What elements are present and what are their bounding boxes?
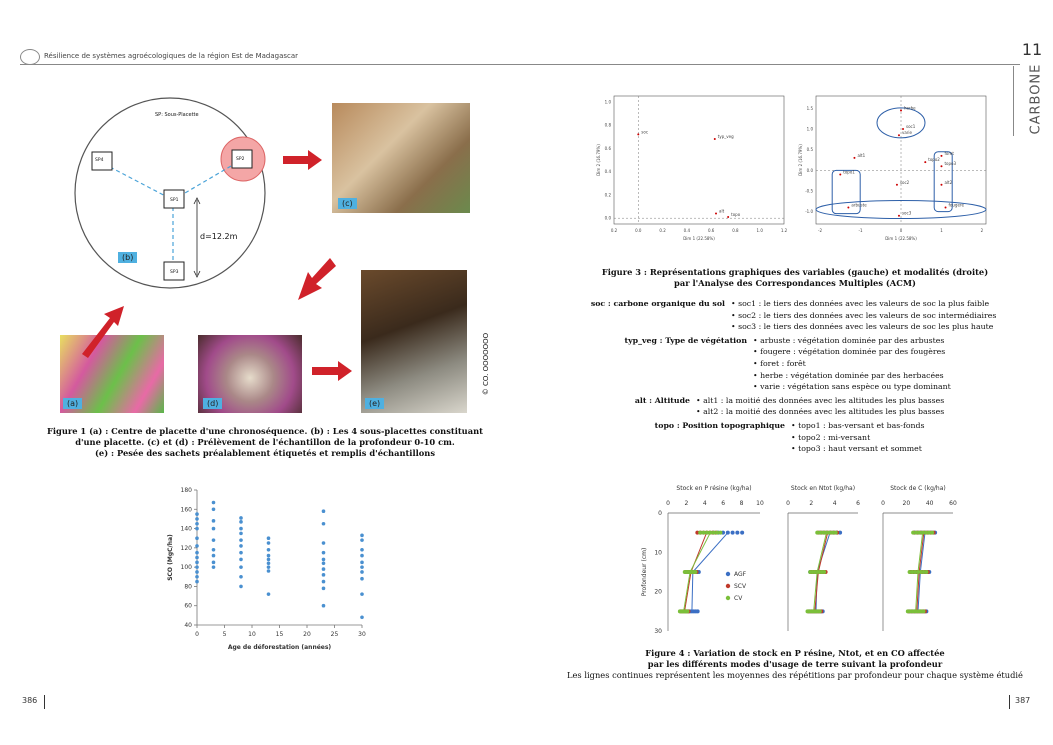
plot-frame xyxy=(614,96,784,224)
definition-term: topo : Position topographique xyxy=(654,420,785,430)
y-axis-label: Profondeur (cm) xyxy=(641,547,648,597)
caption-line: par l'Analyse des Correspondances Multiples (ACM) xyxy=(674,278,916,288)
y-tick-label: 0.5 xyxy=(806,147,813,153)
data-point xyxy=(731,531,735,535)
y-tick-label: 1.0 xyxy=(806,126,813,132)
caption-note: Les lignes continues représentent les moyennes des répétitions par profondeur pour chaque système étudié xyxy=(567,670,1023,680)
definition-item: • alt1 : la moitié des données avec les altitudes les plus basses xyxy=(696,395,945,405)
acm-point-label: alt xyxy=(719,208,725,214)
data-point xyxy=(195,551,199,555)
acm-point-label: typ_veg xyxy=(717,134,734,140)
data-point xyxy=(360,538,364,542)
definition-block xyxy=(575,420,996,455)
y-tick-label: 20 xyxy=(654,588,662,596)
y-tick-label: 180 xyxy=(180,487,192,494)
subplot-label: SP4 xyxy=(95,158,104,163)
data-point xyxy=(726,531,730,535)
acm-point-label: topo1 xyxy=(843,169,855,175)
acm-point xyxy=(714,138,716,140)
definition-items xyxy=(791,420,925,455)
y-tick-label: 120 xyxy=(180,544,192,552)
x-tick-label: 20 xyxy=(303,631,311,638)
data-point xyxy=(212,538,216,542)
x-tick-label: 30 xyxy=(358,631,366,638)
acm-point xyxy=(940,184,942,186)
data-point xyxy=(735,531,739,535)
data-point xyxy=(239,538,243,542)
definition-item: • soc2 : le tiers des données avec les valeurs de soc intermédiaires xyxy=(731,310,997,320)
x-tick-label: 0 xyxy=(786,500,790,507)
definition-item: • varie : végétation sans espèce ou type dominant xyxy=(753,382,951,392)
legend-marker xyxy=(726,584,730,588)
figure3-caption xyxy=(565,267,1025,289)
caption-line: Figure 3 : Représentations graphiques des variables (gauche) et modalités (droite) xyxy=(601,267,989,277)
data-point xyxy=(922,609,926,613)
flow-arrows xyxy=(0,0,520,420)
page-number-left: 386 xyxy=(22,696,38,705)
acm-point xyxy=(940,165,942,167)
data-point xyxy=(267,569,271,573)
data-point xyxy=(195,522,199,526)
data-point xyxy=(322,541,326,545)
data-point xyxy=(322,567,326,571)
definition-item: • topo1 : bas-versant et bas-fonds xyxy=(791,420,925,430)
data-point xyxy=(212,548,216,552)
acm-point-label: topo xyxy=(731,212,741,218)
data-point xyxy=(360,548,364,552)
x-axis-label: Dim 1 (22.58%) xyxy=(885,236,917,241)
acm-point-label: soc xyxy=(641,129,649,135)
data-point xyxy=(924,570,928,574)
data-point xyxy=(322,587,326,591)
definition-item: • arbuste : végétation dominée par des arbustes xyxy=(753,335,945,345)
acm-point xyxy=(900,109,902,111)
data-point xyxy=(195,512,199,516)
data-point xyxy=(322,580,326,584)
page-number-rule xyxy=(1009,695,1010,709)
definition-item: • soc3 : le tiers des données avec les valeurs de soc les plus haute xyxy=(731,322,994,332)
y-axis-label: Dim 2 (16.79%) xyxy=(798,144,803,176)
y-tick-label: 1.5 xyxy=(806,105,813,111)
data-point xyxy=(195,556,199,560)
data-point xyxy=(195,575,199,579)
caption-line: (e) : Pesée des sachets préalablement étiquetés et remplis d'échantillons xyxy=(95,448,435,458)
x-tick-label: 0.2 xyxy=(610,228,618,233)
figure-tag: (e) xyxy=(365,398,384,409)
x-tick-label: 2 xyxy=(809,500,814,507)
data-point xyxy=(212,565,216,569)
x-tick-label: 25 xyxy=(330,631,339,638)
running-header: Résilience de systèmes agroécologiques de la région Est de Madagascar xyxy=(44,52,299,60)
data-point xyxy=(322,522,326,526)
chapter-number: 11 xyxy=(1021,40,1043,59)
y-tick-label: 10 xyxy=(654,549,662,557)
subplot-label: SP2 xyxy=(236,157,245,162)
definition-item: • topo3 : haut versant et sommet xyxy=(791,444,922,454)
data-point xyxy=(195,517,199,521)
data-point xyxy=(239,585,243,589)
data-point xyxy=(834,531,838,535)
acm-point-label: alt1 xyxy=(857,152,866,158)
data-point xyxy=(212,507,216,511)
legend-label: CV xyxy=(734,595,743,602)
x-tick-label: 1.0 xyxy=(756,228,763,233)
stock-profile-charts xyxy=(628,478,1013,638)
data-point xyxy=(212,519,216,523)
x-tick-label: 6 xyxy=(721,500,726,507)
y-tick-label: 80 xyxy=(184,583,192,591)
chart-title: Stock de C (kg/ha) xyxy=(890,485,946,492)
y-tick-label: 0.6 xyxy=(604,145,611,151)
x-tick-label: 6 xyxy=(856,500,860,507)
page-number-rule xyxy=(44,695,45,709)
y-tick-label: -0.5 xyxy=(805,188,813,194)
chapter-name: CARBONE xyxy=(1028,63,1044,135)
acm-point-label: varie xyxy=(901,130,913,136)
y-tick-label: 60 xyxy=(184,602,192,610)
caption-line: Figure 4 : Variation de stock en P résine, Ntot, et en CO affectée xyxy=(645,648,945,658)
data-point xyxy=(822,570,826,574)
definition-item: • topo2 : mi-versant xyxy=(791,432,871,442)
y-tick-label: 0.4 xyxy=(604,169,611,175)
data-point xyxy=(685,609,689,613)
data-point xyxy=(322,573,326,577)
acm-point-label: soc1 xyxy=(906,124,916,130)
x-tick-label: 2 xyxy=(980,228,984,233)
definition-term: soc : carbone organique du sol xyxy=(590,299,725,308)
data-point xyxy=(360,565,364,569)
x-tick-label: 10 xyxy=(756,500,764,507)
sco-scatter-chart xyxy=(155,482,380,662)
x-tick-label: 0 xyxy=(666,500,670,507)
data-point xyxy=(239,520,243,524)
chart-title: Stock en P résine (kg/ha) xyxy=(676,485,752,492)
data-point xyxy=(693,570,697,574)
x-tick-label: 0 xyxy=(195,631,199,638)
data-point xyxy=(322,604,326,608)
data-point xyxy=(322,561,326,565)
figure4-caption xyxy=(565,648,1025,681)
y-tick-label: 0 xyxy=(658,510,662,517)
x-tick-label: 8 xyxy=(739,500,744,507)
data-point xyxy=(360,554,364,558)
chart-title: Stock en Ntot (kg/ha) xyxy=(790,485,856,492)
data-point xyxy=(239,558,243,562)
x-tick-label: 1.2 xyxy=(780,228,788,233)
definition-item: • alt2 : la moitié des données avec les altitudes les plus basses xyxy=(696,407,945,417)
data-point xyxy=(267,561,271,565)
y-tick-label: 100 xyxy=(180,564,192,572)
page-number-right: 387 xyxy=(1015,696,1031,705)
x-axis-label: Dim 1 (22.58%) xyxy=(683,236,715,241)
data-point xyxy=(195,536,199,540)
data-point xyxy=(696,609,700,613)
definition-item: • foret : forêt xyxy=(753,358,806,368)
data-point xyxy=(267,536,271,540)
data-point xyxy=(322,558,326,562)
data-point xyxy=(212,527,216,531)
data-point xyxy=(267,565,271,569)
data-point xyxy=(239,565,243,569)
definition-block xyxy=(575,395,996,418)
y-tick-label: 40 xyxy=(184,622,192,629)
y-tick-label: 1.0 xyxy=(604,99,611,105)
data-point xyxy=(267,592,271,596)
subplot-label: SP1 xyxy=(170,198,179,203)
distance-label: d=12.2m xyxy=(200,232,238,241)
x-tick-label: 20 xyxy=(902,500,911,507)
x-tick-label: 4 xyxy=(702,500,707,507)
data-point xyxy=(718,531,722,535)
x-tick-label: -2 xyxy=(818,228,823,233)
acm-point xyxy=(637,133,639,135)
data-point xyxy=(267,554,271,558)
x-tick-label: 4 xyxy=(832,500,837,507)
variable-definitions xyxy=(575,298,996,455)
data-point xyxy=(239,551,243,555)
legend-marker xyxy=(726,596,730,600)
definition-block xyxy=(575,298,996,333)
caption-line: d'une placette. (c) et (d) : Prélèvement de l'échantillon de la profondeur 0-10 cm. xyxy=(75,437,455,447)
acm-point xyxy=(896,184,898,186)
copyright-text: © CO. OOOOOOO xyxy=(482,332,490,396)
acm-point xyxy=(924,161,926,163)
definition-items xyxy=(696,395,944,418)
figure-tag: (b) xyxy=(118,252,137,263)
figure1-caption xyxy=(40,426,490,459)
legend-label: AGF xyxy=(734,571,747,578)
data-point xyxy=(239,527,243,531)
x-tick-label: 40 xyxy=(925,500,934,507)
data-point xyxy=(195,544,199,548)
data-point xyxy=(212,501,216,505)
y-tick-label: 140 xyxy=(180,525,192,533)
x-tick-label: 0 xyxy=(881,500,885,507)
subplot-label: SP3 xyxy=(170,270,179,275)
x-tick-label: 0.6 xyxy=(707,228,715,233)
definition-items xyxy=(753,335,951,393)
data-point xyxy=(267,541,271,545)
data-point xyxy=(239,544,243,548)
x-tick-label: 15 xyxy=(275,631,284,638)
figure-tag: (c) xyxy=(338,198,357,209)
x-tick-label: 60 xyxy=(949,500,957,507)
acm-point xyxy=(715,213,717,215)
data-point xyxy=(360,577,364,581)
data-point xyxy=(267,548,271,552)
y-tick-label: 0.2 xyxy=(604,192,611,198)
definition-item: • herbe : végétation dominée par des herbacées xyxy=(753,370,944,380)
y-axis-label: SCO (MgC/ha) xyxy=(167,534,174,581)
x-tick-label: 0.2 xyxy=(659,228,666,233)
definition-term: typ_veg : Type de végétation xyxy=(624,335,747,345)
acm-point-label: herbe xyxy=(904,105,916,111)
acm-point-label: topo3 xyxy=(944,161,957,167)
definition-block xyxy=(575,335,996,393)
acm-point-label: foret xyxy=(944,150,954,156)
data-point xyxy=(322,551,326,555)
data-point xyxy=(195,570,199,574)
acm-point-label: fougere xyxy=(948,202,964,208)
acm-point xyxy=(853,157,855,159)
acm-point xyxy=(727,216,729,218)
data-point xyxy=(322,509,326,513)
data-point xyxy=(930,531,934,535)
x-tick-label: 2 xyxy=(684,500,689,507)
caption-line: par les différents modes d'usage de terre suivant la profondeur xyxy=(647,659,943,669)
acm-point xyxy=(945,206,947,208)
acm-modalities-plot xyxy=(790,90,1005,260)
y-tick-label: 0.8 xyxy=(604,122,611,128)
definition-term: alt : Altitude xyxy=(634,395,690,405)
x-tick-label: -1 xyxy=(858,228,863,233)
data-point xyxy=(740,531,744,535)
acm-point xyxy=(898,134,900,136)
data-point xyxy=(239,575,243,579)
data-point xyxy=(212,561,216,565)
data-point xyxy=(212,554,216,558)
acm-point xyxy=(898,215,900,217)
x-tick-label: 0.0 xyxy=(635,228,642,233)
data-point xyxy=(239,516,243,520)
figure-tag: (a) xyxy=(63,398,82,409)
data-point xyxy=(267,558,271,562)
acm-point-label: soc2 xyxy=(899,179,910,185)
acm-point-label: soc3 xyxy=(901,210,912,216)
data-point xyxy=(195,561,199,565)
x-tick-label: 0.8 xyxy=(732,228,739,233)
y-tick-label: 0.0 xyxy=(806,167,813,173)
data-point xyxy=(195,580,199,584)
data-point xyxy=(239,532,243,536)
acm-point xyxy=(839,173,841,175)
definition-item: • fougere : végétation dominée par des fougères xyxy=(753,347,946,357)
x-tick-label: 1 xyxy=(940,228,943,233)
x-tick-label: 5 xyxy=(222,631,227,638)
definition-items xyxy=(731,298,996,333)
plot-legend-label: SP: Sous-Placette xyxy=(155,112,199,118)
data-point xyxy=(818,609,822,613)
acm-point xyxy=(940,155,942,157)
data-point xyxy=(360,592,364,596)
data-point xyxy=(195,565,199,569)
x-tick-label: 0.4 xyxy=(683,228,691,233)
data-point xyxy=(360,615,364,619)
data-point xyxy=(360,570,364,574)
y-tick-label: -1.0 xyxy=(805,209,813,215)
acm-point-label: arbuste xyxy=(851,202,867,208)
acm-variables-plot xyxy=(588,90,788,260)
legend-label: SCV xyxy=(734,583,747,590)
figure-tag: (d) xyxy=(203,398,222,409)
definition-item: • soc1 : le tiers des données avec les valeurs de soc la plus faible xyxy=(731,299,990,308)
data-point xyxy=(195,527,199,531)
y-tick-label: 0.0 xyxy=(604,215,611,221)
legend-marker xyxy=(726,572,730,576)
x-tick-label: 0 xyxy=(899,228,903,233)
x-tick-label: 10 xyxy=(248,631,256,638)
chapter-rule xyxy=(1013,66,1014,136)
acm-point-label: topo2 xyxy=(928,157,940,163)
y-axis-label: Dim 2 (16.79%) xyxy=(596,144,601,176)
y-tick-label: 160 xyxy=(180,506,192,514)
acm-point xyxy=(847,206,849,208)
x-axis-label: Age de déforestation (années) xyxy=(227,644,332,651)
y-tick-label: 30 xyxy=(654,628,662,635)
acm-point-label: alt2 xyxy=(944,179,953,185)
data-point xyxy=(360,561,364,565)
data-point xyxy=(360,534,364,538)
caption-line: Figure 1 (a) : Centre de placette d'une chronoséquence. (b) : Les 4 sous-placettes constituant xyxy=(47,426,483,436)
